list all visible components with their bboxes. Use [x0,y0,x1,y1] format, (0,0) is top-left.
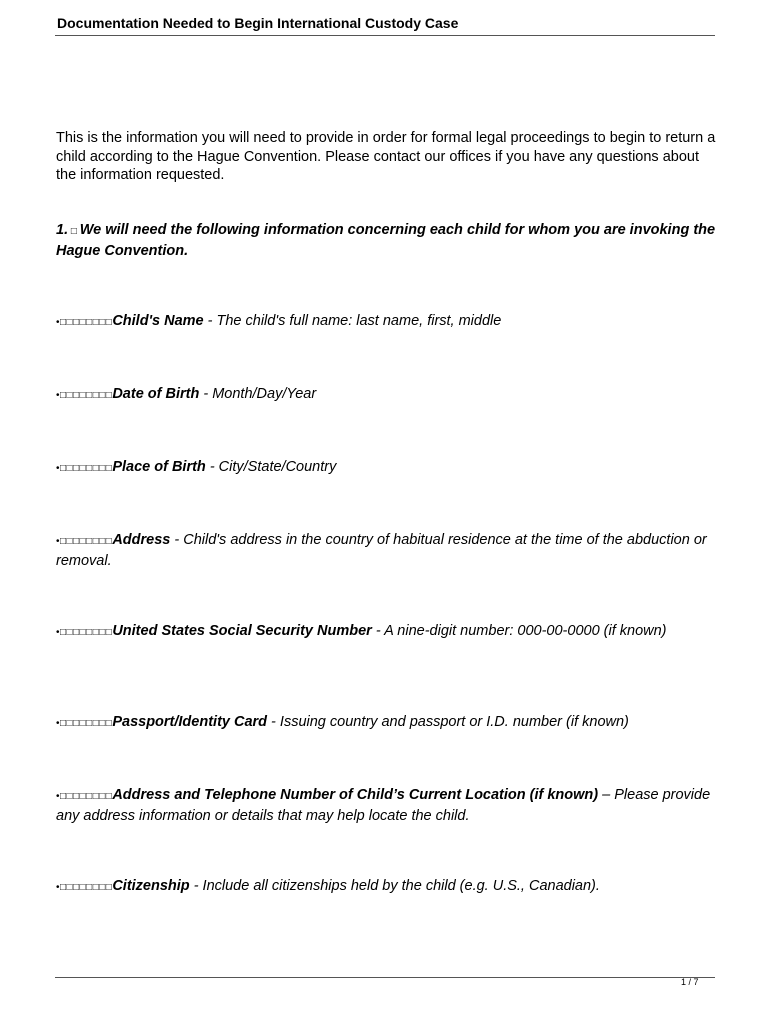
item-description: - Include all citizenships held by the child (e.g. U.S., Canadian). [189,878,600,894]
header-title: Documentation Needed to Begin International Custody Case [57,15,459,31]
item-label: Place of Birth [112,459,206,475]
page-number: 1 / 7 [681,977,699,987]
item-description: - The child's full name: last name, first, middle [203,313,502,329]
item-label: Date of Birth [112,386,200,402]
bullet-marker: •□□□□□□□□ [56,882,113,893]
list-item-place-of-birth [56,458,716,479]
item-label: Citizenship [112,878,190,894]
item-description: - A nine-digit number: 000-00-0000 (if known) [371,623,667,639]
item-description: - Month/Day/Year [199,386,317,402]
bullet-marker: •□□□□□□□□ [56,390,113,401]
item-description: - Issuing country and passport or I.D. number (if known) [267,714,629,730]
item-label: Passport/Identity Card [112,714,268,730]
bullet-marker: •□□□□□□□□ [56,317,113,328]
list-item-current-location [56,786,716,825]
intro-paragraph: This is the information you will need to provide in order for formal legal proceedings to begin to return a child according to the Hague Convention. Please contact our offices if you have any questions about the information requested. [56,130,716,183]
item-label: Address [112,532,171,548]
list-item-address [56,531,716,570]
bullet-marker: •□□□□□□□□ [56,718,113,729]
bullet-marker: •□□□□□□□□ [56,463,113,474]
list-item-citizenship [56,877,716,898]
bullet-marker: •□□□□□□□□ [56,791,113,802]
bullet-marker: •□□□□□□□□ [56,627,113,638]
item-description: – Please provide any address information or details that may help locate the child. [56,787,711,824]
header-divider [55,35,715,36]
item-label: Address and Telephone Number of Child’s Current Location (if known) [112,787,599,803]
list-item-passport [56,713,716,734]
list-item-childs-name [56,312,716,333]
section-heading: 1. □ We will need the following information concerning each child for whom you are invoking the Hague Convention. [56,222,716,259]
section-number: 1. [56,222,69,238]
bullet-marker: •□□□□□□□□ [56,536,113,547]
item-label: Child's Name [112,313,204,329]
section-heading-text: We will need the following information concerning each child for whom you are invoking the Hague Convention. [56,222,716,259]
item-description: - City/State/Country [205,459,337,475]
item-description: - Child's address in the country of habitual residence at the time of the abduction or removal. [56,532,707,569]
list-item-ssn [56,622,716,643]
list-item-date-of-birth [56,385,716,406]
item-label: United States Social Security Number [112,623,372,639]
footer-divider [55,977,715,978]
